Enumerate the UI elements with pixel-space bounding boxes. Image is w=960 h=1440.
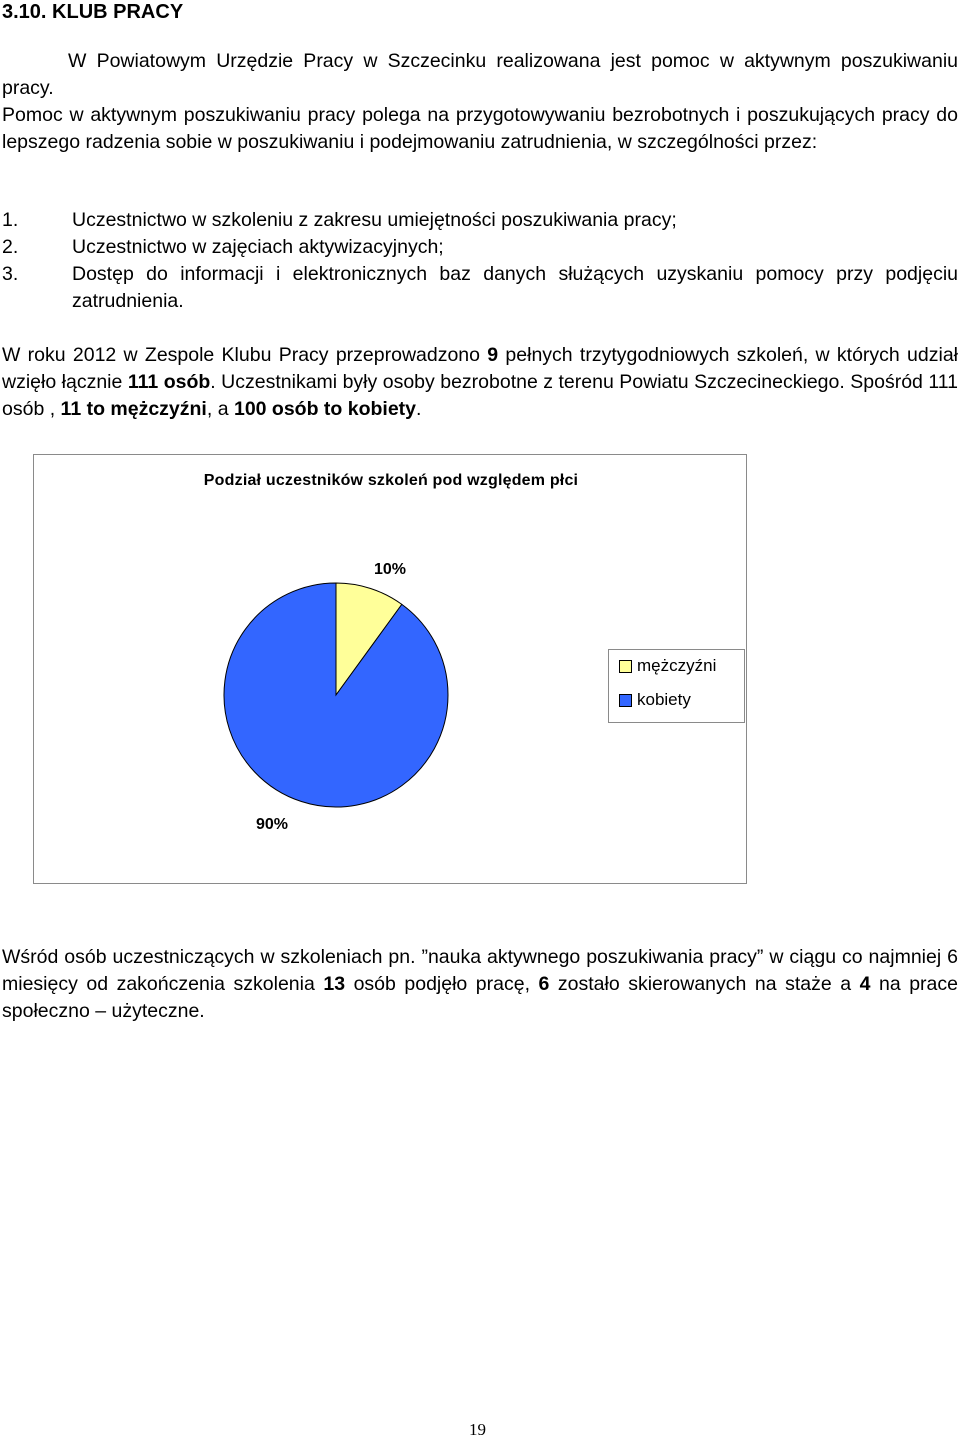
- list-number: 3.: [2, 263, 19, 285]
- text-run-bold: 9: [487, 344, 499, 366]
- text-run: osób podjęło pracę,: [345, 973, 539, 995]
- legend-label: kobiety: [637, 690, 691, 709]
- text-run: Wśród osób uczestniczących w szkoleniach pn. ”nauka aktywnego poszukiwania pracy” w ciągu co najmniej 6 miesięcy od zakończenia szkolenia: [2, 946, 958, 995]
- list-number: 1.: [2, 209, 19, 231]
- slice-label-men: 10%: [374, 561, 407, 578]
- text-run-bold: 111 osób: [127, 371, 211, 393]
- statistics-paragraph: [2, 342, 958, 423]
- list-item: [2, 234, 958, 261]
- text-run: , a: [206, 398, 234, 420]
- text-run-bold: 11 to mężczyźni: [60, 398, 207, 420]
- legend-swatch: [619, 660, 632, 673]
- list-item: [2, 207, 958, 234]
- chart-title: Podział uczestników szkoleń pod względem płci: [203, 472, 579, 489]
- list-text: Uczestnictwo w szkoleniu z zakresu umiejętności poszukiwania pracy;: [72, 209, 677, 231]
- text-run: .: [416, 398, 422, 420]
- chart-legend: [608, 649, 745, 723]
- page-number: 19: [469, 1420, 486, 1439]
- intro-line-1: W Powiatowym Urzędzie Pracy w Szczecinku realizowana jest pomoc w aktywnym poszukiwaniu pracy.: [2, 50, 958, 99]
- legend-label: mężczyźni: [637, 656, 717, 675]
- text-run: . Uczestnikami były osoby bezrobotne z terenu Powiatu Szczecineckiego. Spośród 111 osób ,: [2, 371, 958, 420]
- text-run-bold: 4: [859, 973, 871, 995]
- legend-item-men: [619, 656, 716, 676]
- outcomes-paragraph: [2, 944, 958, 1025]
- text-run: pełnych trzytygodniowych szkoleń, w których udział wzięło łącznie: [2, 344, 958, 393]
- legend-swatch: [619, 694, 632, 707]
- intro-paragraph: [2, 48, 958, 156]
- text-run: na prace społeczno – użyteczne.: [2, 973, 958, 1022]
- text-run-bold: 6: [538, 973, 550, 995]
- list-number: 2.: [2, 236, 19, 258]
- list-text: Uczestnictwo w zajęciach aktywizacyjnych;: [72, 236, 444, 258]
- pie-slice-women: [224, 583, 448, 807]
- gender-pie-chart: [33, 454, 747, 884]
- section-heading: 3.10. KLUB PRACY: [2, 1, 184, 23]
- text-run: zostało skierowanych na staże a: [549, 973, 860, 995]
- text-run-bold: 13: [323, 973, 346, 995]
- legend-item-women: [619, 690, 691, 710]
- intro-line-2: Pomoc w aktywnym poszukiwaniu pracy polega na przygotowywaniu bezrobotnych i poszukujących pracy do lepszego radzenia sobie w poszukiwaniu i podejmowaniu zatrudnienia, w szczególności przez:: [2, 104, 958, 153]
- text-run-bold: 100 osób to kobiety: [233, 398, 417, 420]
- slice-label-women: 90%: [256, 816, 289, 833]
- list-text: Dostęp do informacji i elektronicznych baz danych służących uzyskaniu pomocy przy podjęciu zatrudnienia.: [72, 263, 958, 312]
- activity-list: [2, 207, 958, 315]
- list-item: [2, 261, 958, 315]
- text-run: W roku 2012 w Zespole Klubu Pracy przeprowadzono: [2, 344, 488, 366]
